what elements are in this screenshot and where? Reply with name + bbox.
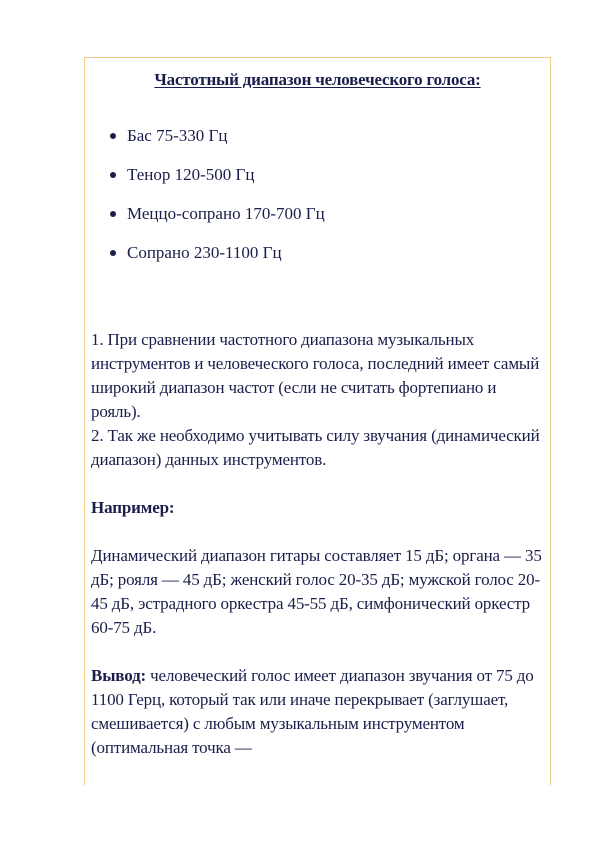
bullet-icon [110,211,116,217]
paragraph-point-1: 1. При сравнении частотного диапазона музыкальных инструментов и человеческого голоса, последний имеет самый широкий диапазон частот (если не считать фортепиано и рояль). [91,330,540,421]
list-item [105,241,325,280]
voice-range-label: Тенор 120-500 Гц [127,165,255,184]
voice-range-label: Меццо-сопрано 170-700 Гц [127,204,325,223]
bullet-icon [110,133,116,139]
voice-range-list [105,124,325,280]
voice-range-label: Сопрано 230-1100 Гц [127,243,282,262]
conclusion-text: человеческий голос имеет диапазон звучания от 75 до 1100 Герц, который так или иначе перекрывает (заглушает, смешивается) с любым музыкальным инструментом (оптимальная точка — [91,666,534,757]
spacer [91,640,544,664]
list-item [105,202,325,241]
example-heading: Например: [91,498,175,517]
slide-frame [84,57,551,785]
bullet-icon [110,250,116,256]
spacer [91,520,544,544]
bullet-icon [110,172,116,178]
paragraph-example: Динамический диапазон гитары составляет 15 дБ; органа — 35 дБ; рояля — 45 дБ; женский голос 20-35 дБ; мужской голос 20-45 дБ, эстрадного оркестра 45-55 дБ, симфонический оркестр 60-75 дБ. [91,546,542,637]
list-item [105,124,325,163]
list-item [105,163,325,202]
spacer [91,472,544,496]
page-title: Частотный диапазон человеческого голоса: [154,70,481,89]
conclusion-label: Вывод: [91,666,147,685]
paragraph-point-2: 2. Так же необходимо учитывать силу звучания (динамический диапазон) данных инструментов. [91,426,540,469]
paragraph-conclusion [91,664,544,760]
body-text [91,328,544,760]
voice-range-label: Бас 75-330 Гц [127,126,228,145]
